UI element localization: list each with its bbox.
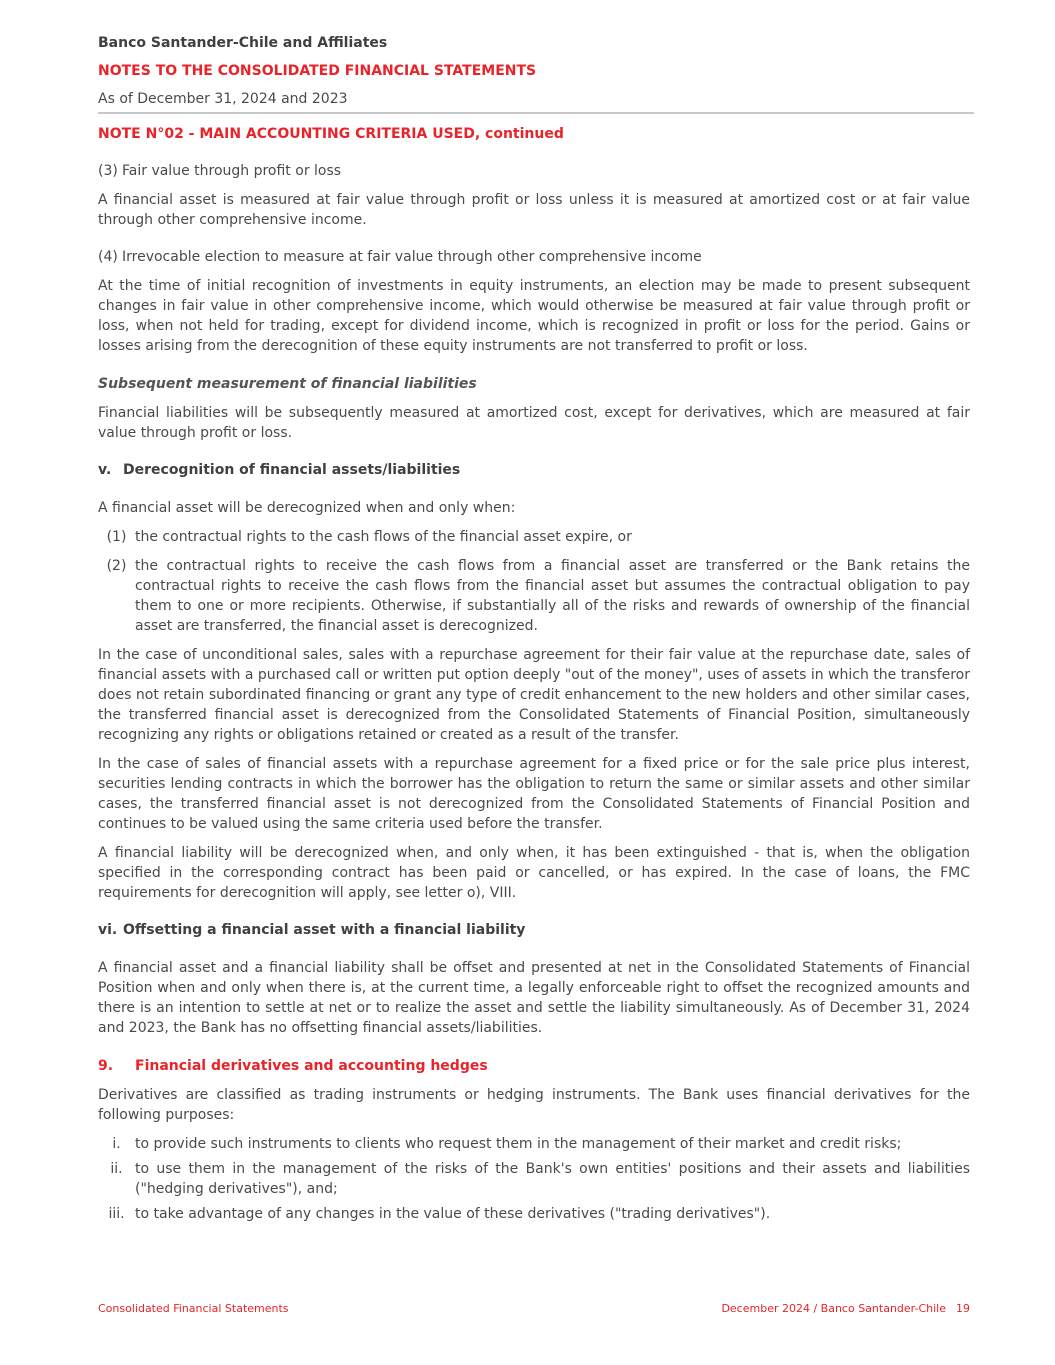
list-item	[98, 1159, 970, 1199]
header-divider	[98, 112, 974, 114]
notes-title: NOTES TO THE CONSOLIDATED FINANCIAL STATEMENTS	[98, 63, 537, 79]
offsetting-heading-text: Offsetting a financial asset with a financial liability	[123, 922, 526, 938]
company-name: Banco Santander-Chile and Affiliates	[98, 35, 388, 51]
derecognition-paragraph-1: In the case of unconditional sales, sales with a repurchase agreement for their fair value at the repurchase date, sales of financial assets with a purchased call or written put option deeply "out of the money", uses of assets in which the transferor does not retain subordinated financing or grant any type of credit enhancement to the new holders and other similar cases, the transferred financial asset is derecognized from the Consolidated Statements of Financial Position, simultaneously recognizing any rights or obligations retained or created as a result of the transfer.	[98, 647, 970, 743]
list-item-number: i.	[112, 1136, 121, 1152]
list-item-number: (2)	[106, 558, 127, 574]
fvtpl-number: (3)	[98, 163, 118, 179]
list-item	[98, 1204, 970, 1224]
date-line: As of December 31, 2024 and 2023	[98, 91, 348, 107]
list-item-text: to use them in the management of the risks of the Bank's own entities' positions and their assets and liabilities ("hedging derivatives"), and;	[135, 1161, 970, 1197]
list-item-text: to provide such instruments to clients who request them in the management of their market and credit risks;	[135, 1136, 902, 1152]
irrevocable-heading-text: Irrevocable election to measure at fair value through other comprehensive income	[122, 249, 702, 265]
derivatives-number: 9.	[98, 1058, 114, 1074]
list-item-text: the contractual rights to the cash flows of the financial asset expire, or	[135, 529, 632, 545]
derecognition-heading	[98, 460, 970, 480]
irrevocable-heading	[98, 247, 970, 267]
list-item	[98, 556, 970, 636]
list-item	[98, 527, 970, 547]
subsequent-paragraph: Financial liabilities will be subsequently measured at amortized cost, except for derivatives, which are measured at fair value through profit or loss.	[98, 405, 970, 441]
derecognition-paragraph-2: In the case of sales of financial assets with a repurchase agreement for a fixed price or for the sale price plus interest, securities lending contracts in which the borrower has the obligation to return the same or similar assets and other similar cases, the transferred financial asset is not derecognized from the Consolidated Statements of Financial Position and continues to be valued using the same criteria used before the transfer.	[98, 756, 970, 832]
derecognition-paragraph-3: A financial liability will be derecognized when, and only when, it has been extinguished - that is, when the obligation specified in the corresponding contract has been paid or cancelled, or has expired. In the case of loans, the FMC requirements for derecognition will apply, see letter o), VIII.	[98, 845, 970, 901]
derivatives-heading	[98, 1056, 970, 1076]
footer-right	[721, 1301, 970, 1317]
fvtpl-heading-text: Fair value through profit or loss	[122, 163, 342, 179]
derecognition-intro: A financial asset will be derecognized when and only when:	[98, 500, 516, 516]
fvtpl-paragraph: A financial asset is measured at fair value through profit or loss unless it is measured at amortized cost or at fair value through other comprehensive income.	[98, 192, 970, 228]
list-item-text: the contractual rights to receive the cash flows from a financial asset are transferred or the Bank retains the contractual rights to receive the cash flows from the financial asset but assumes the contractual obligation to pay them to one or more recipients. Otherwise, if substantially all of the risks and rewards of ownership of the financial asset are transferred, the financial asset is derecognized.	[135, 558, 970, 634]
list-item-number: iii.	[108, 1206, 125, 1222]
footer-left: Consolidated Financial Statements	[98, 1302, 289, 1315]
offsetting-paragraph: A financial asset and a financial liability shall be offset and presented at net in the Consolidated Statements of Financial Position when and only when there is, at the current time, a legally enforceable right to offset the recognized amounts and there is an intention to settle at net or to realize the asset and settle the liability simultaneously. As of December 31, 2024 and 2023, the Bank has no offsetting financial assets/liabilities.	[98, 960, 970, 1036]
derivatives-intro: Derivatives are classified as trading instruments or hedging instruments. The Bank uses financial derivatives for the following purposes:	[98, 1087, 970, 1123]
footer-right-text: December 2024 / Banco Santander-Chile	[721, 1302, 946, 1315]
note-title: NOTE N°02 - MAIN ACCOUNTING CRITERIA USED, continued	[98, 126, 564, 142]
list-item-number: ii.	[110, 1161, 123, 1177]
list-item-number: (1)	[106, 529, 127, 545]
derecognition-number: v.	[98, 462, 112, 478]
fvtpl-heading	[98, 161, 970, 181]
derecognition-heading-text: Derecognition of financial assets/liabilities	[123, 462, 461, 478]
irrevocable-paragraph: At the time of initial recognition of investments in equity instruments, an election may be made to present subsequent changes in fair value in other comprehensive income, which would otherwise be measured at fair value through profit or loss, when not held for trading, except for dividend income, which is recognized in profit or loss for the period. Gains or losses arising from the derecognition of these equity instruments are not transferred to profit or loss.	[98, 278, 970, 354]
page-number: 19	[956, 1302, 970, 1315]
subsequent-heading: Subsequent measurement of financial liabilities	[98, 376, 477, 392]
offsetting-heading	[98, 920, 970, 940]
list-item	[98, 1134, 970, 1154]
offsetting-number: vi.	[98, 922, 118, 938]
list-item-text: to take advantage of any changes in the value of these derivatives ("trading derivatives").	[135, 1206, 771, 1222]
page-content	[98, 33, 970, 1224]
irrevocable-number: (4)	[98, 249, 118, 265]
derivatives-heading-text: Financial derivatives and accounting hedges	[135, 1058, 488, 1074]
